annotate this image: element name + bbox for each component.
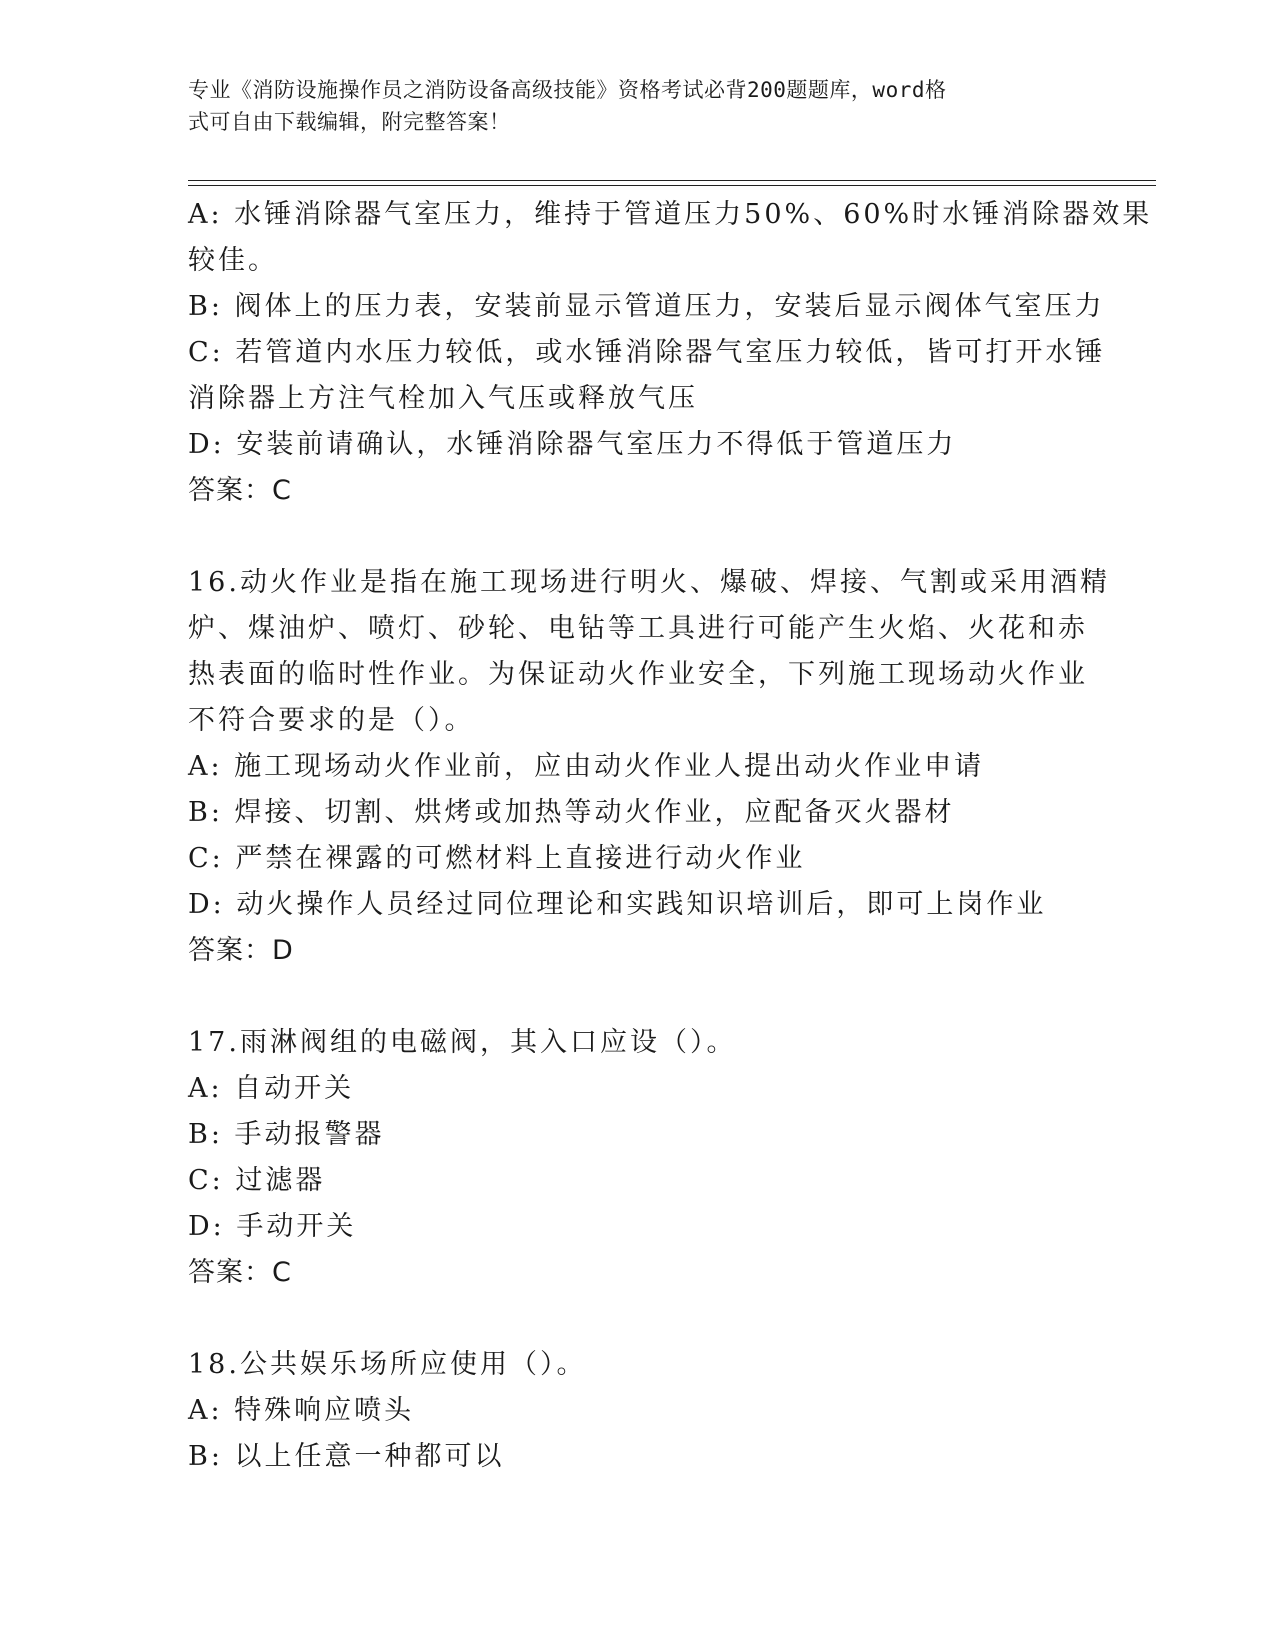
q16-stem-line-1: 16.动火作业是指在施工现场进行明火、爆破、焊接、气割或采用酒精 <box>188 567 1110 598</box>
q16-answer: 答案：D <box>188 935 294 966</box>
header-line-1: 专业《消防设施操作员之消防设备高级技能》资格考试必背200题题库，word格 <box>188 78 947 102</box>
q17-option-a: A: 自动开关 <box>188 1073 355 1104</box>
q16-option-d: D: 动火操作人员经过同位理论和实践知识培训后，即可上岗作业 <box>188 889 1047 920</box>
q15-option-c-line-1: C: 若管道内水压力较低，或水锤消除器气室压力较低，皆可打开水锤 <box>188 337 1106 368</box>
question-15-options <box>188 192 1153 514</box>
q17-answer: 答案：C <box>188 1257 292 1288</box>
spacer <box>188 514 1088 560</box>
q18-stem: 18.公共娱乐场所应使用（）。 <box>188 1349 587 1380</box>
q17-option-c: C: 过滤器 <box>188 1165 326 1196</box>
header-divider-top <box>188 180 1156 181</box>
question-18 <box>188 1342 1088 1480</box>
q18-option-b: B: 以上任意一种都可以 <box>188 1441 505 1472</box>
q15-option-c-line-2: 消除器上方注气栓加入气压或释放气压 <box>188 383 698 414</box>
document-body <box>188 192 1153 1480</box>
q16-stem-line-2: 炉、煤油炉、喷灯、砂轮、电钻等工具进行可能产生火焰、火花和赤 <box>188 613 1088 644</box>
q17-option-b: B: 手动报警器 <box>188 1119 385 1150</box>
q17-option-d: D: 手动开关 <box>188 1211 357 1242</box>
q17-stem: 17.雨淋阀组的电磁阀，其入口应设（）。 <box>188 1027 737 1058</box>
q16-stem-line-3: 热表面的临时性作业。为保证动火作业安全，下列施工现场动火作业 <box>188 659 1088 690</box>
question-17 <box>188 1020 1088 1296</box>
q15-option-b: B: 阀体上的压力表，安装前显示管道压力，安装后显示阀体气室压力 <box>188 291 1105 322</box>
spacer <box>188 974 1088 1020</box>
q16-option-c: C: 严禁在裸露的可燃材料上直接进行动火作业 <box>188 843 806 874</box>
question-16 <box>188 560 1110 974</box>
q15-option-a-line-2: 较佳。 <box>188 245 278 276</box>
q18-option-a: A: 特殊响应喷头 <box>188 1395 415 1426</box>
q16-stem-line-4: 不符合要求的是（）。 <box>188 705 475 736</box>
q15-option-a-line-1: A: 水锤消除器气室压力，维持于管道压力50%、60%时水锤消除器效果 <box>188 199 1153 230</box>
q15-option-d: D: 安装前请确认，水锤消除器气室压力不得低于管道压力 <box>188 429 957 460</box>
header-divider-bottom <box>188 185 1156 186</box>
q16-option-a: A: 施工现场动火作业前，应由动火作业人提出动火作业申请 <box>188 751 985 782</box>
header-line-2: 式可自由下载编辑，附完整答案！ <box>188 110 511 134</box>
q15-answer: 答案：C <box>188 475 292 506</box>
q16-option-b: B: 焊接、切割、烘烤或加热等动火作业，应配备灭火器材 <box>188 797 955 828</box>
document-header <box>188 74 1068 138</box>
spacer <box>188 1296 1088 1342</box>
